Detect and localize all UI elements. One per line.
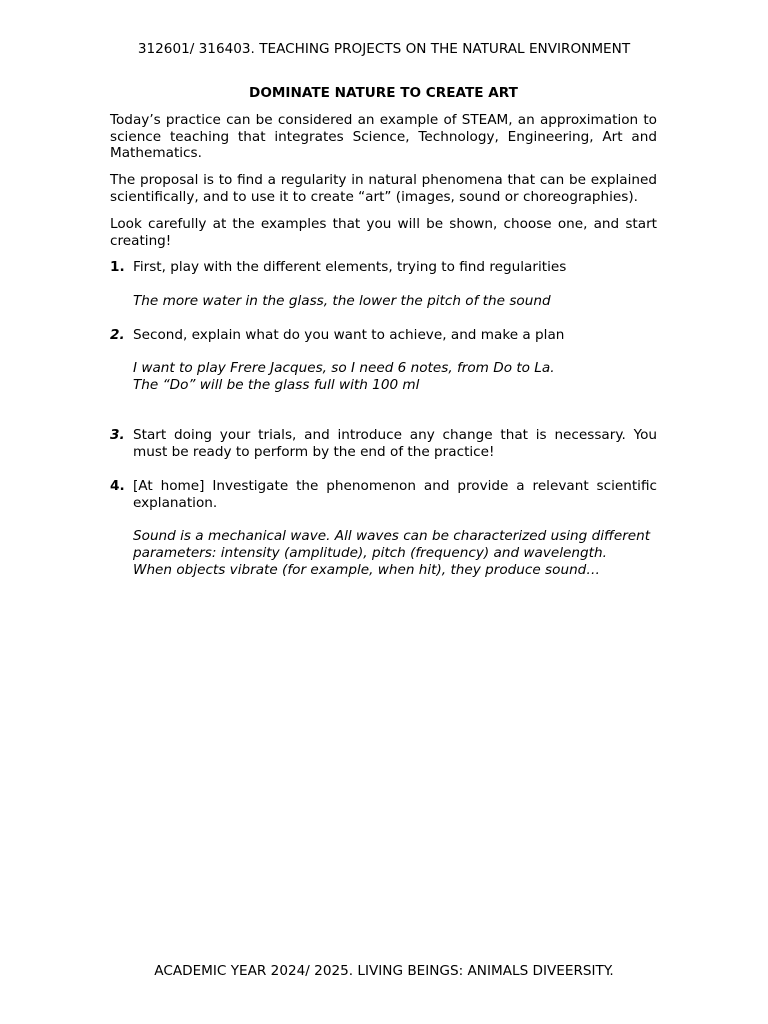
step-text: [At home] Investigate the phenomenon and provide a relevant scientific explanation. (133, 477, 657, 511)
step-number: 3. (110, 427, 125, 444)
step-item-2 (110, 327, 657, 394)
step-example (133, 360, 657, 394)
step-item-3 (110, 427, 657, 461)
step-text: Start doing your trials, and introduce any change that is necessary. You must be ready to perform by the end of the practice! (133, 427, 657, 461)
step-example-line: I want to play Frere Jacques, so I need 6 notes, from Do to La. (133, 360, 555, 377)
document-title: DOMINATE NATURE TO CREATE ART (249, 85, 518, 101)
step-text: Second, explain what do you want to achieve, and make a plan (133, 326, 565, 343)
intro-paragraph-steam: Today’s practice can be considered an example of STEAM, an approximation to science teaching that integrates Science, Technology, Engineering, Art and Mathematics. (110, 111, 657, 162)
intro-paragraph-instructions: Look carefully at the examples that you will be shown, choose one, and start creating! (110, 215, 657, 249)
list-spacer (110, 461, 657, 478)
step-number: 1. (110, 259, 125, 276)
document-body (110, 85, 657, 579)
steps-list (110, 259, 657, 578)
step-example (133, 293, 657, 310)
step-example-line: When objects vibrate (for example, when hit), they produce sound… (133, 561, 600, 578)
step-example-line: The “Do” will be the glass full with 100 ml (133, 376, 420, 393)
step-item-4 (110, 478, 657, 579)
step-example-line: The more water in the glass, the lower the pitch of the sound (133, 292, 551, 309)
list-spacer (110, 394, 657, 428)
intro-paragraph-proposal: The proposal is to find a regularity in natural phenomena that can be explained scientifically, and to use it to create “art” (images, sound or choreographies). (110, 172, 657, 205)
step-text: First, play with the different elements, trying to find regularities (133, 259, 567, 276)
step-example-line: Sound is a mechanical wave. All waves can be characterized using different parameters: intensity (amplitude), pitch (frequency) and wavelength. (133, 528, 651, 561)
step-number: 4. (110, 477, 125, 494)
page-footer: ACADEMIC YEAR 2024/ 2025. LIVING BEINGS: ANIMALS DIVEERSITY. (154, 963, 614, 979)
list-spacer (110, 310, 657, 327)
step-item-1 (110, 259, 657, 309)
step-number: 2. (110, 326, 125, 343)
page-header: 312601/ 316403. TEACHING PROJECTS ON THE NATURAL ENVIRONMENT (137, 41, 631, 57)
step-example (133, 528, 657, 578)
